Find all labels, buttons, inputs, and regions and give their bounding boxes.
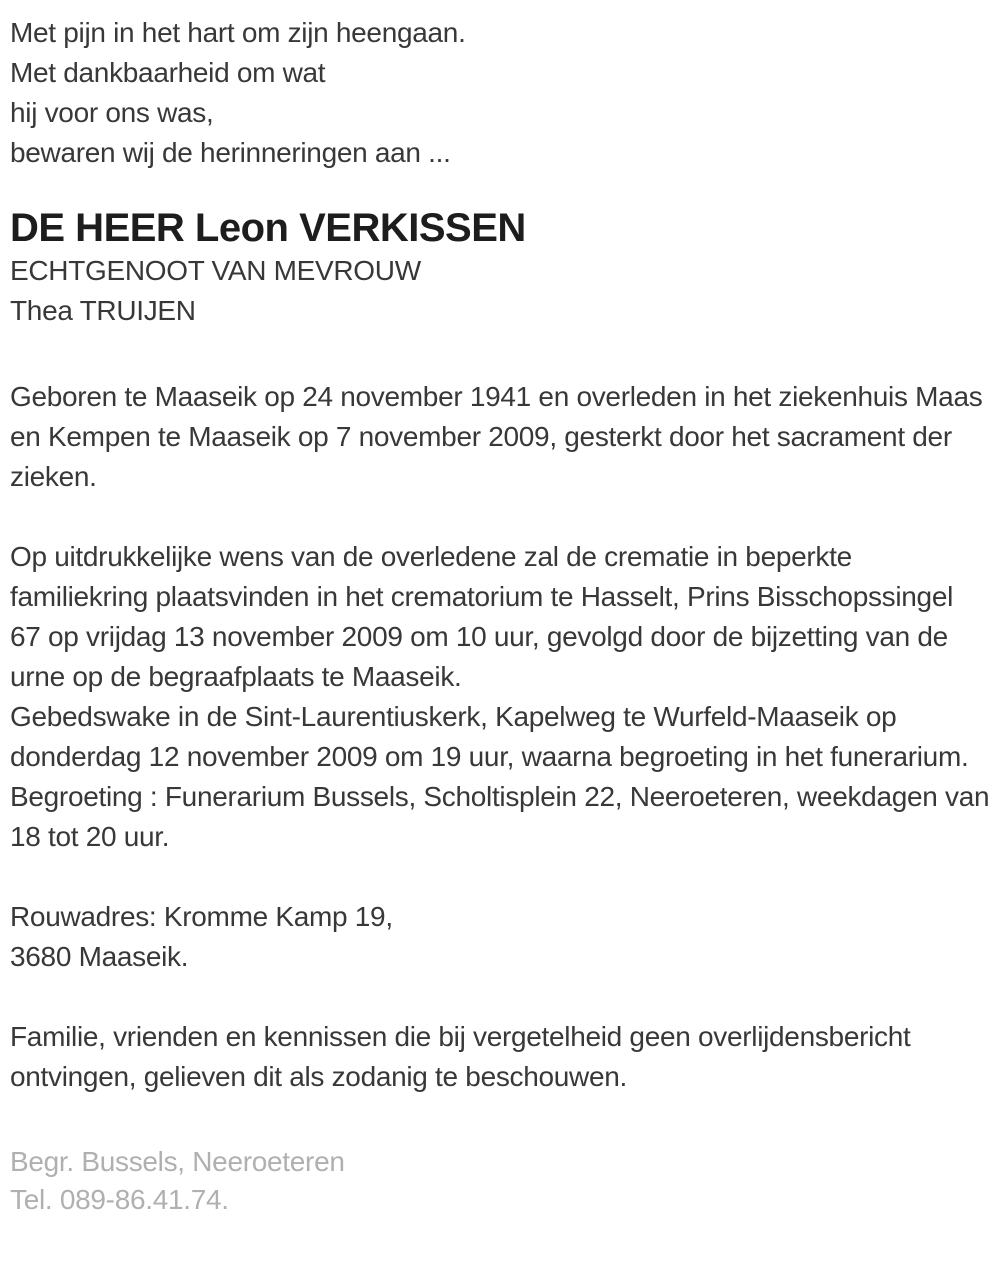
verse-line: hij voor ons was, [10, 97, 214, 128]
vigil-paragraph: Gebedswake in de Sint-Laurentiuskerk, Kapelweg te Wurfeld-Maaseik op donderdag 12 november 2009 om 19 uur, waarna begroeting in het funerarium. [10, 701, 969, 772]
life-details-paragraph: Geboren te Maaseik op 24 november 1941 en overleden in het ziekenhuis Maas en Kempen te Maaseik op 7 november 2009, gesterkt door het sacrament der zieken. [10, 381, 983, 492]
mourning-address [10, 897, 990, 977]
visitation-paragraph: Begroeting : Funerarium Bussels, Scholtisplein 22, Neeroeteren, weekdagen van 18 tot 20 uur. [10, 781, 990, 852]
deceased-name-title: DE HEER Leon VERKISSEN [10, 206, 526, 250]
undertaker-info [10, 1143, 990, 1219]
mourning-address-line: 3680 Maaseik. [10, 941, 189, 972]
verse-line: Met dankbaarheid om wat [10, 57, 326, 88]
cremation-paragraph: Op uitdrukkelijke wens van de overledene zal de crematie in beperkte familiekring plaatsvinden in het crematorium te Hasselt, Prins Bisschopssingel 67 op vrijdag 13 november 2009 om 10 uur, gevolgd door de bijzetting van de urne op de begraafplaats te Maaseik. [10, 541, 954, 692]
opening-verse [10, 13, 990, 173]
forgetfulness-notice: Familie, vrienden en kennissen die bij vergetelheid geen overlijdensbericht ontvingen, gelieven dit als zodanig te beschouwen. [10, 1021, 911, 1092]
mourning-address-line: Rouwadres: Kromme Kamp 19, [10, 901, 393, 932]
verse-line: Met pijn in het hart om zijn heengaan. [10, 17, 466, 48]
undertaker-phone: Tel. 089-86.41.74. [10, 1184, 229, 1215]
undertaker-name: Begr. Bussels, Neeroeteren [10, 1146, 345, 1177]
relation-line: ECHTGENOOT VAN MEVROUW [10, 255, 421, 286]
ceremony-details [10, 537, 990, 857]
verse-line: bewaren wij de herinneringen aan ... [10, 137, 451, 168]
spouse-name: Thea TRUIJEN [10, 295, 196, 326]
death-announcement-document [10, 13, 990, 1219]
